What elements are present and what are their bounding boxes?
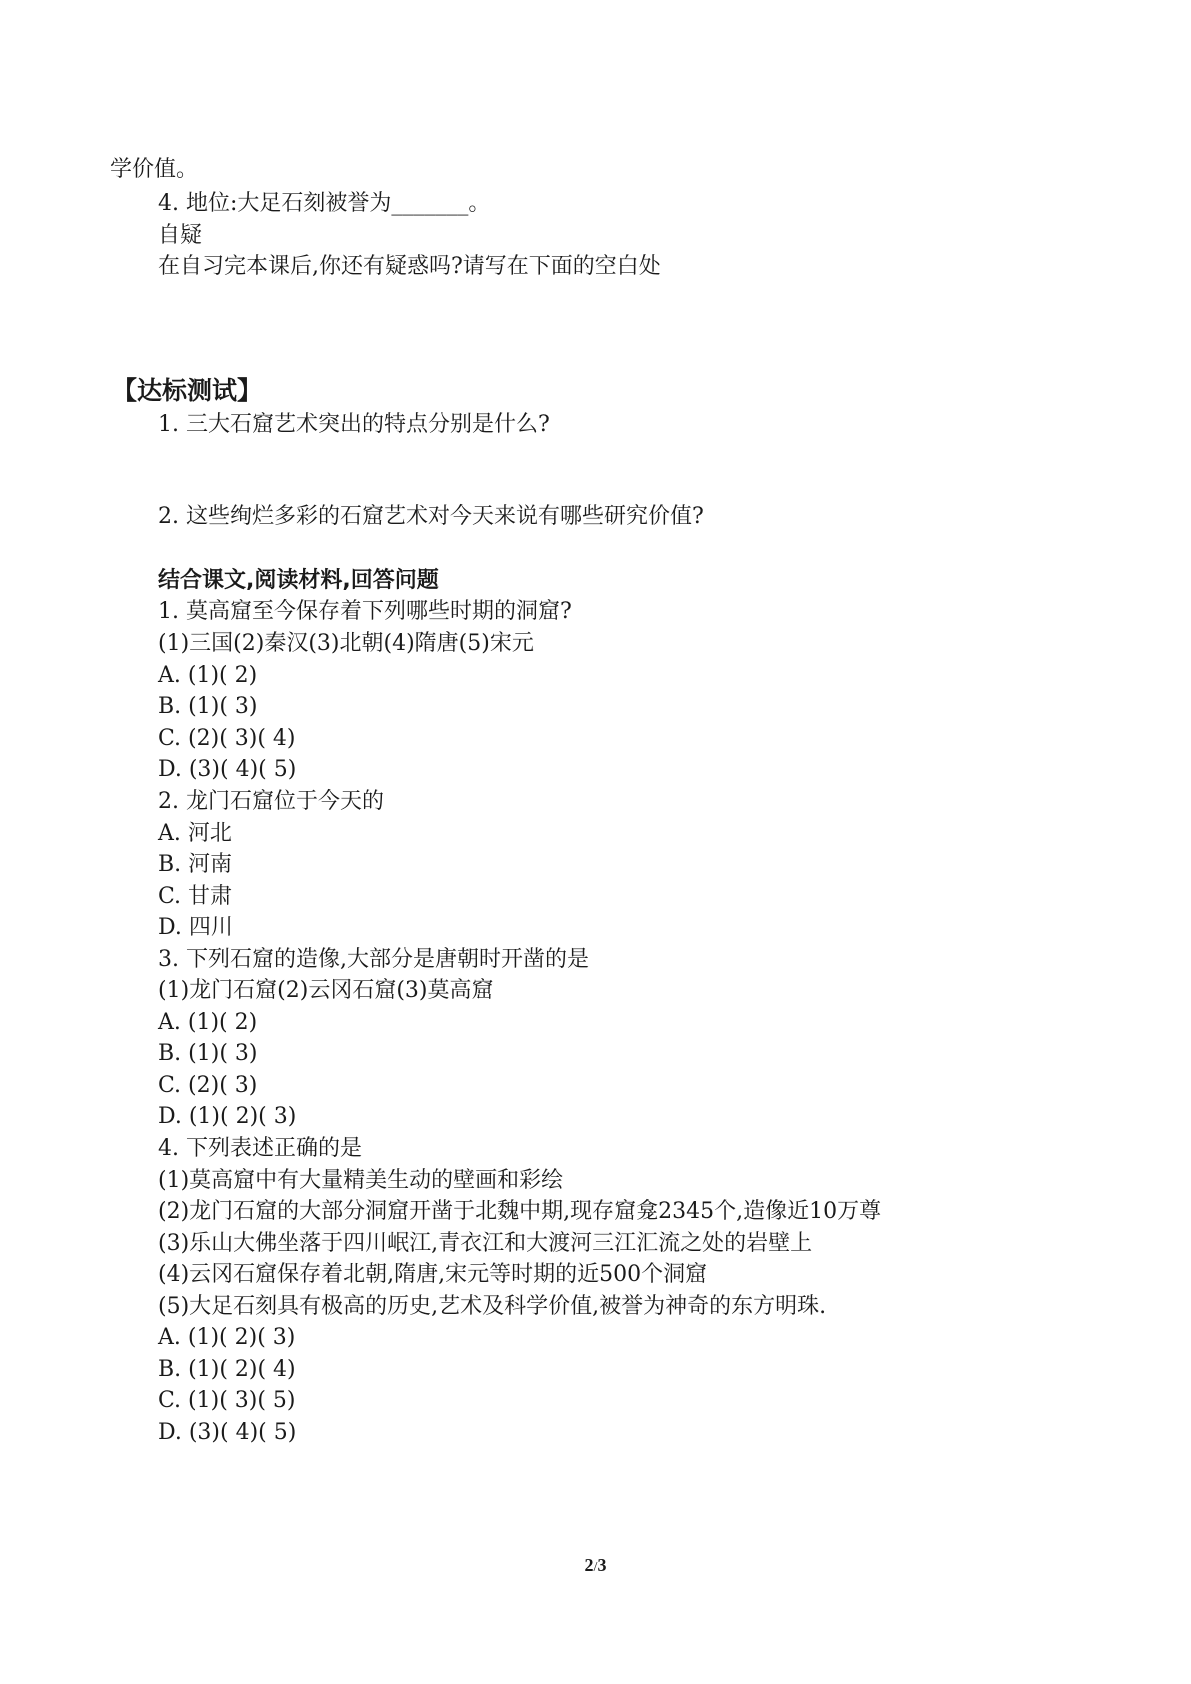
page-total: 3 [597,1555,607,1575]
option-a: A. (1)( 2) [158,1010,258,1035]
option-d: D. (1)( 2)( 3) [158,1104,297,1129]
option-c: C. 甘肃 [158,884,233,909]
text-line: 4. 地位:大足石刻被誉为_______。 [158,191,491,216]
question: 1. 三大石窟艺术突出的特点分别是什么? [158,412,550,437]
option-b: B. (1)( 3) [158,1041,258,1066]
option-b: B. (1)( 3) [158,694,258,719]
text-line: 学价值。 [110,157,199,182]
question-stem: 2. 龙门石窟位于今天的 [158,789,384,814]
question-item: (1)三国(2)秦汉(3)北朝(4)隋唐(5)宋元 [158,631,534,656]
text-line: 在自习完本课后,你还有疑惑吗?请写在下面的空白处 [158,254,661,279]
question-item: (2)龙门石窟的大部分洞窟开凿于北魏中期,现存窟龛2345个,造像近10万尊 [158,1199,882,1224]
option-c: C. (1)( 3)( 5) [158,1388,296,1413]
option-c: C. (2)( 3)( 4) [158,726,296,751]
question-item: (5)大足石刻具有极高的历史,艺术及科学价值,被誉为神奇的东方明珠. [158,1294,827,1319]
question-stem: 4. 下列表述正确的是 [158,1136,362,1161]
question-item: (1)莫高窟中有大量精美生动的壁画和彩绘 [158,1168,564,1193]
option-b: B. 河南 [158,852,233,877]
option-d: D. (3)( 4)( 5) [158,757,297,782]
page-current: 2 [584,1555,594,1575]
question-stem: 3. 下列石窟的造像,大部分是唐朝时开凿的是 [158,947,589,972]
option-a: A. (1)( 2)( 3) [158,1325,296,1350]
option-b: B. (1)( 2)( 4) [158,1357,296,1382]
section-heading: 结合课文,阅读材料,回答问题 [158,568,439,593]
option-d: D. 四川 [158,915,233,940]
question-item: (1)龙门石窟(2)云冈石窟(3)莫高窟 [158,978,494,1003]
page-separator: / [593,1560,598,1575]
option-a: A. 河北 [158,821,232,846]
question-item: (4)云冈石窟保存着北朝,隋唐,宋元等时期的近500个洞窟 [158,1262,708,1287]
section-heading: 【达标测试】 [112,376,263,405]
question-stem: 1. 莫高窟至今保存着下列哪些时期的洞窟? [158,599,572,624]
page-number [0,1555,1191,1576]
question: 2. 这些绚烂多彩的石窟艺术对今天来说有哪些研究价值? [158,504,704,529]
option-a: A. (1)( 2) [158,663,258,688]
option-d: D. (3)( 4)( 5) [158,1420,297,1445]
option-c: C. (2)( 3) [158,1073,258,1098]
question-item: (3)乐山大佛坐落于四川岷江,青衣江和大渡河三江汇流之处的岩壁上 [158,1231,813,1256]
text-line: 自疑 [158,223,203,248]
